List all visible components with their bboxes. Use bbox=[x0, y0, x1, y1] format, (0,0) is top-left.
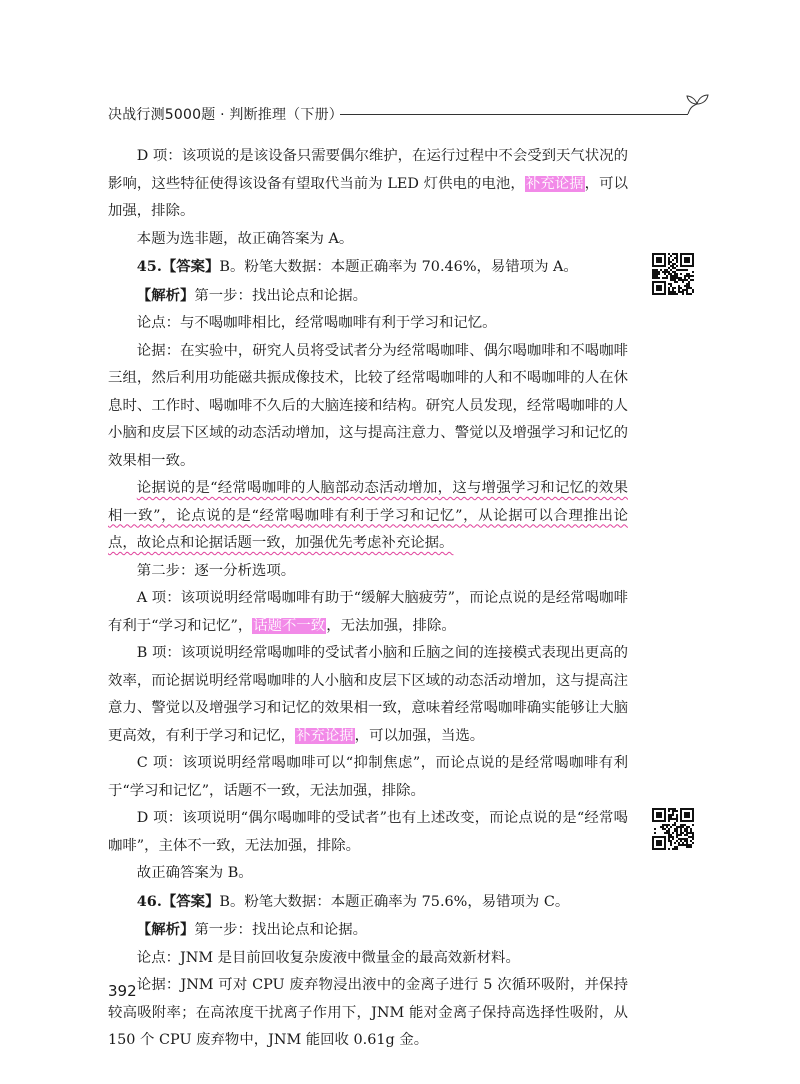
text-run: 论据：在实验中，研究人员将受试者分为经常喝咖啡、偶尔喝咖啡和不喝咖啡三组，然后利用功能磁共振成像技术，比较了经常喝咖啡的人和不喝咖啡的人在休息时、工作时、喝咖啡不久后的大脑连接和结构。研究人员发现，经常喝咖啡的人小脑和皮层下区域的动态活动增加，这与提高注意力、警觉以及增强学习和记忆的效果相一致。 bbox=[108, 342, 628, 469]
paragraph bbox=[108, 750, 628, 805]
paragraph bbox=[108, 860, 628, 888]
highlighted-text: 补充论据 bbox=[525, 175, 584, 192]
book-title: 决战行测5000题 · 判断推理（下册） bbox=[108, 107, 343, 123]
paragraph bbox=[108, 253, 628, 282]
bold-label: 46.【答案】 bbox=[136, 892, 220, 910]
text-run: C 项：该项说明经常喝咖啡可以“抑制焦虑”，而论点说的是经常喝咖啡有利于“学习和记忆”，话题不一致，无法加强，排除。 bbox=[108, 755, 628, 799]
paragraph bbox=[108, 143, 628, 226]
text-run: 本题为选非题，故正确答案为 A。 bbox=[136, 230, 354, 247]
paragraph bbox=[108, 916, 628, 945]
text-run: 论点：与不喝咖啡相比，经常喝咖啡有利于学习和记忆。 bbox=[136, 315, 497, 331]
paragraph bbox=[108, 945, 628, 973]
text-run: 第二步：逐一分析选项。 bbox=[136, 562, 296, 579]
bold-label: 【解析】 bbox=[136, 286, 195, 304]
highlighted-text: 话题不一致 bbox=[253, 617, 326, 634]
sprout-icon bbox=[684, 90, 710, 116]
text-run: 第一步：找出论点和论据。 bbox=[194, 287, 368, 304]
page-number: 392 bbox=[108, 982, 137, 1000]
text-run: ，可以加强，当选。 bbox=[354, 727, 485, 744]
page-body bbox=[108, 143, 628, 1055]
bold-label: 【解析】 bbox=[136, 921, 195, 938]
paragraph bbox=[108, 282, 628, 311]
paragraph bbox=[108, 805, 628, 860]
text-run: B。粉笔大数据：本题正确率为 70.46%，易错项为 A。 bbox=[219, 259, 578, 275]
wavy-underlined-text: 论据说的是“经常喝咖啡的人脑部动态活动增加，这与增强学习和记忆的效果相一致”，论点说的是“经常喝咖啡有利于学习和记忆”，从论据可以合理推出论点，故论点和论据话题一致，加强优先考虑补充论据。 bbox=[108, 480, 628, 551]
paragraph bbox=[108, 888, 628, 917]
text-run: D 项：该项说的是该设备只需要偶尔维护，在运行过程中不会受到天气状况的影响，这些特征使得该设备有望取代当前为 LED 灯供电的电池， bbox=[108, 148, 628, 192]
paragraph bbox=[108, 310, 628, 338]
text-run: 论点：JNM 是目前回收复杂废液中微量金的最高效新材料。 bbox=[136, 949, 520, 966]
paragraph bbox=[108, 558, 628, 586]
text-run: 第一步：找出论点和论据。 bbox=[194, 922, 368, 938]
running-header bbox=[108, 104, 708, 130]
text-run: B 项：该项说明经常喝咖啡的受试者小脑和丘脑之间的连接模式表现出更高的效率，而论据说明经常喝咖啡的人小脑和皮层下区域的动态活动增加，这与提高注意力、警觉以及增强学习和记忆的效果相一致，意味着经常喝咖啡确实能够让大脑更高效，有利于学习和记忆， bbox=[108, 645, 628, 744]
paragraph bbox=[108, 338, 628, 476]
bold-label: 45.【答案】 bbox=[136, 258, 220, 275]
paragraph bbox=[108, 226, 628, 254]
paragraph bbox=[108, 585, 628, 640]
paragraph bbox=[108, 972, 628, 1055]
qr-code-icon[interactable] bbox=[652, 808, 694, 850]
qr-code-icon[interactable] bbox=[652, 253, 694, 295]
text-run: D 项：该项说明“偶尔喝咖啡的受试者”也有上述改变，而论点说的是“经常喝咖啡”，主体不一致，无法加强，排除。 bbox=[108, 810, 628, 854]
text-run: ，可以加强，排除。 bbox=[108, 175, 628, 219]
text-run: 故正确答案为 B。 bbox=[136, 865, 253, 881]
highlighted-text: 补充论据 bbox=[296, 727, 354, 744]
text-run: B。粉笔大数据：本题正确率为 75.6%，易错项为 C。 bbox=[219, 893, 570, 910]
paragraph bbox=[108, 640, 628, 750]
text-run: A 项：该项说明经常喝咖啡有助于“缓解大脑疲劳”，而论点说的是经常喝咖啡有利于“学习和记忆”， bbox=[108, 590, 628, 634]
header-rule bbox=[340, 114, 688, 115]
text-run: 论据：JNM 可对 CPU 废弃物浸出液中的金离子进行 5 次循环吸附，并保持较高吸附率；在高浓度干扰离子作用下，JNM 能对金离子保持高选择性吸附，从 150 个 CPU 废弃物中，JNM 能回收 0.61g 金。 bbox=[108, 977, 628, 1048]
text-run: ，无法加强，排除。 bbox=[326, 617, 456, 634]
paragraph bbox=[108, 475, 628, 558]
